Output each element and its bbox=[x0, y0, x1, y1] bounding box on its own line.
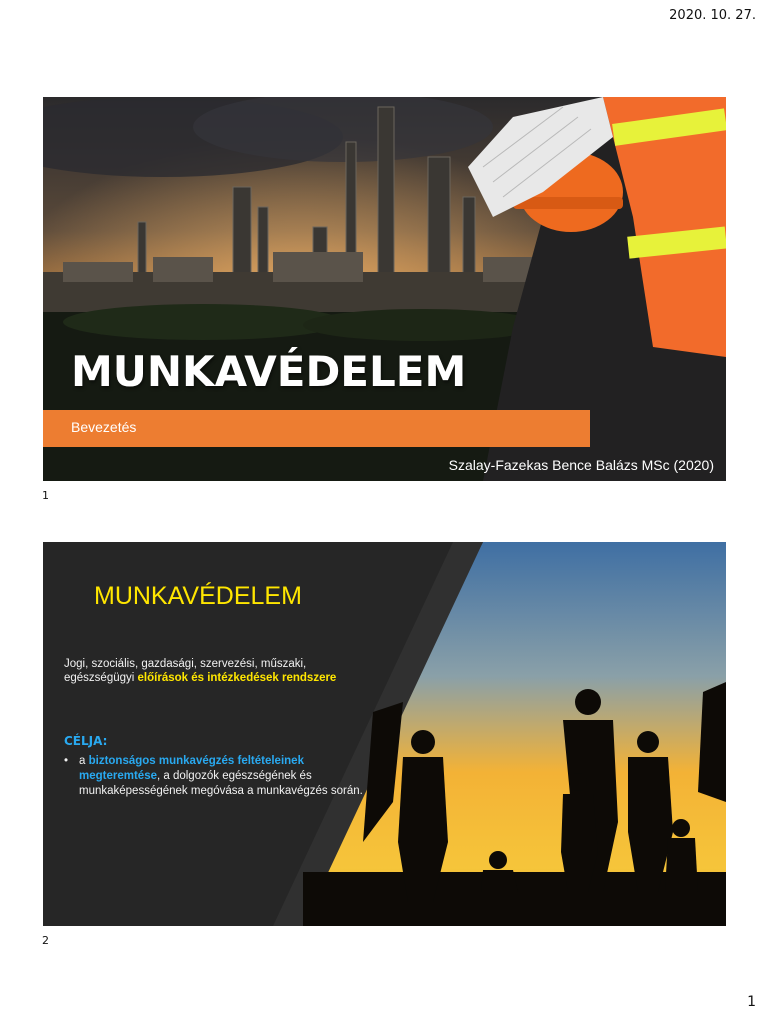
date-header: 2020. 10. 27. bbox=[669, 8, 756, 23]
bullet-prefix: a bbox=[79, 755, 89, 767]
goal-bullet bbox=[64, 754, 364, 799]
page-number: 1 bbox=[747, 994, 756, 1010]
goal-heading: CÉLJA: bbox=[64, 734, 108, 748]
bullet-rest: , a dolgozók egészségének és munkaképességének megóvása a munkavégzés során. bbox=[79, 770, 363, 797]
slide-1 bbox=[43, 97, 726, 481]
goal-bullet-text bbox=[79, 754, 364, 799]
bullet-highlight: biztonságos munkavégzés feltételeinek megteremtése bbox=[79, 755, 304, 782]
slide-1-title: MUNKAVÉDELEM bbox=[71, 347, 467, 396]
definition-part: Jogi, szociális, gazdasági, szervezési, műszaki, egészségügyi bbox=[64, 658, 307, 684]
definition-highlight: előírások és intézkedések rendszere bbox=[137, 672, 337, 684]
slide-2 bbox=[43, 542, 726, 926]
slide-2-title: MUNKAVÉDELEM bbox=[94, 582, 302, 610]
bullet-marker: • bbox=[64, 755, 69, 767]
definition-text bbox=[64, 657, 344, 685]
subtitle-band bbox=[43, 410, 590, 447]
slide-1-subtitle: Bevezetés bbox=[71, 419, 137, 435]
slide-number-1: 1 bbox=[42, 489, 49, 502]
slide-number-2: 2 bbox=[42, 934, 49, 947]
author-credit: Szalay-Fazekas Bence Balázs MSc (2020) bbox=[448, 457, 714, 473]
